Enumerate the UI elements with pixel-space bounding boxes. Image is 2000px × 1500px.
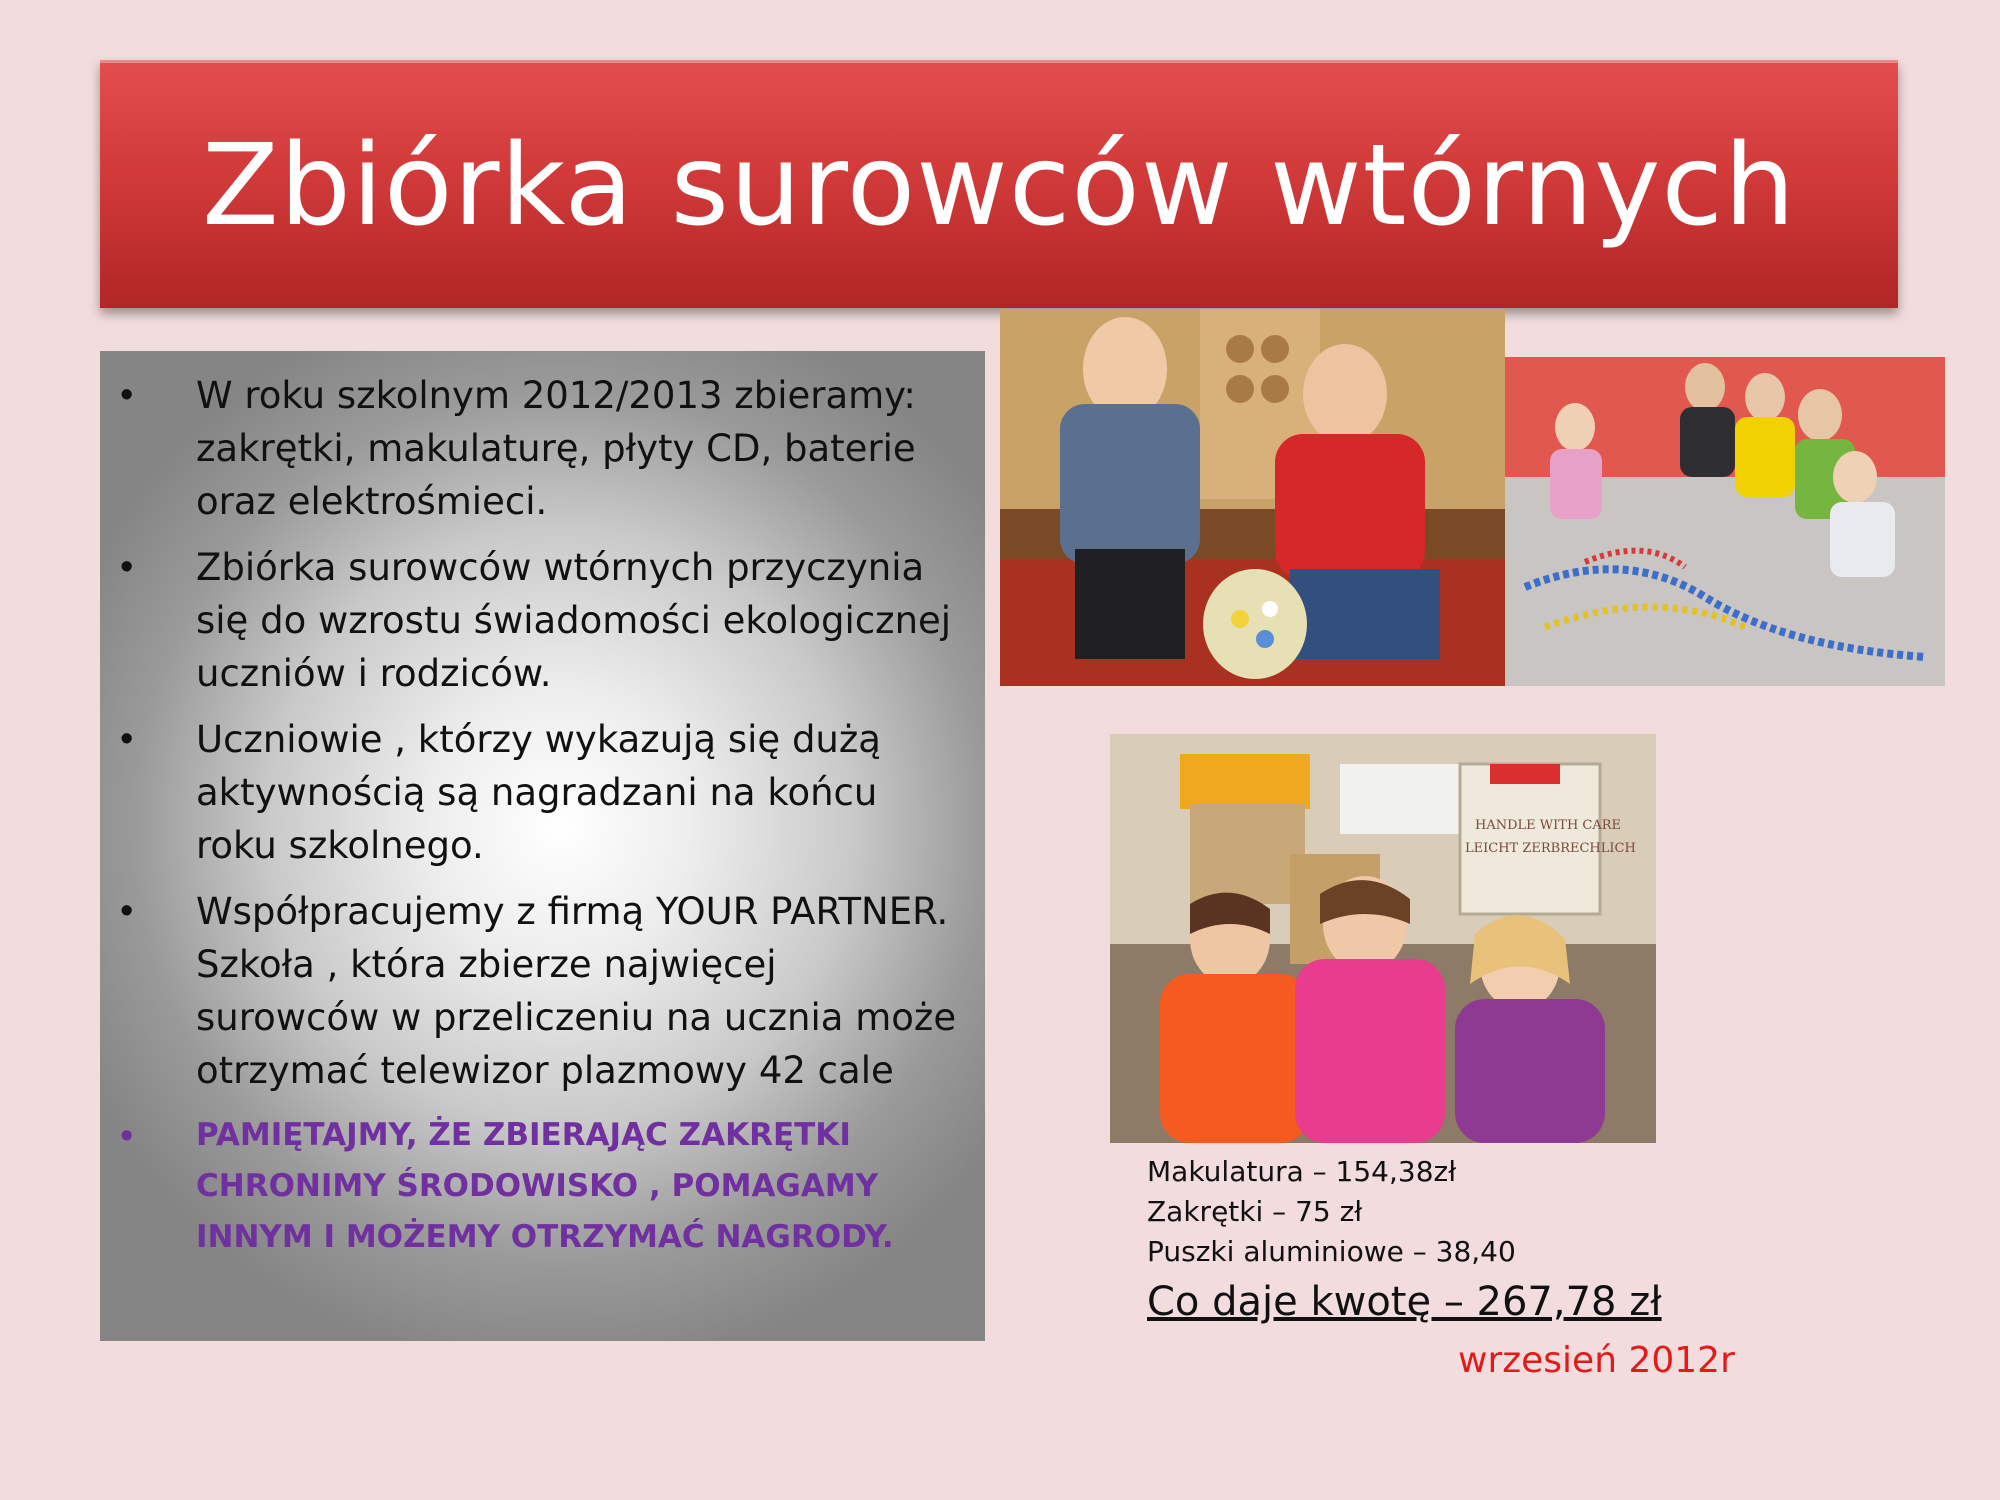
slide-title: Zbiórka surowców wtórnych	[202, 120, 1796, 251]
photo-girls-boxes-image	[1110, 734, 1656, 1143]
photo-children-floor	[1505, 357, 1945, 686]
bullet-marker: •	[120, 890, 134, 932]
bullet-marker: •	[120, 718, 134, 760]
bullet-text: Współpracujemy z firmą YOUR PARTNER. Szkoła , która zbierze najwięcej surowców w przeliczeniu na ucznia może otrzymać telewizor plazmowy 42 cale	[196, 890, 957, 1092]
bullet-marker: •	[120, 546, 134, 588]
bullet-list	[100, 351, 985, 1263]
bullet-text-highlight: PAMIĘTAJMY, ŻE ZBIERAJĄC ZAKRĘTKI CHRONIMY ŚRODOWISKO , POMAGAMY INNYM I MOŻEMY OTRZYMAĆ NAGRODY.	[196, 1117, 894, 1255]
total-zakretki: Zakrętki – 75 zł	[1147, 1195, 1363, 1228]
bullet-item	[100, 713, 965, 872]
box-label-1: HANDLE WITH CARE	[1475, 818, 1622, 833]
box-label-2: LEICHT ZERBRECHLICH	[1465, 841, 1636, 856]
photo-children-floor-image	[1505, 357, 1945, 686]
total-sum: Co daje kwotę – 267,78 zł	[1147, 1279, 1662, 1325]
bullet-text: Uczniowie , którzy wykazują się dużą aktywnością są nagradzani na końcu roku szkolnego.	[196, 718, 881, 867]
photo-boys-with-caps	[1000, 309, 1505, 686]
bullet-text: W roku szkolnym 2012/2013 zbieramy: zakrętki, makulaturę, płyty CD, baterie oraz elektrośmieci.	[196, 374, 916, 523]
bullet-item	[100, 369, 965, 528]
photo-boys-with-caps-image	[1000, 309, 1505, 686]
bullet-item	[100, 885, 965, 1097]
photo-girls-boxes	[1110, 734, 1656, 1143]
bullet-text: Zbiórka surowców wtórnych przyczynia się do wzrostu świadomości ekologicznej uczniów i rodziców.	[196, 546, 952, 695]
total-makulatura: Makulatura – 154,38zł	[1147, 1155, 1457, 1188]
total-puszki: Puszki aluminiowe – 38,40	[1147, 1235, 1516, 1268]
date-label: wrzesień 2012r	[1458, 1340, 1735, 1381]
bullet-panel	[100, 351, 985, 1341]
totals-block	[1147, 1152, 1847, 1330]
bullet-item	[100, 541, 965, 700]
bullet-item-highlight	[100, 1110, 965, 1263]
bullet-marker: •	[120, 374, 134, 416]
bullet-marker: •	[120, 1115, 134, 1157]
title-banner	[100, 60, 1898, 308]
